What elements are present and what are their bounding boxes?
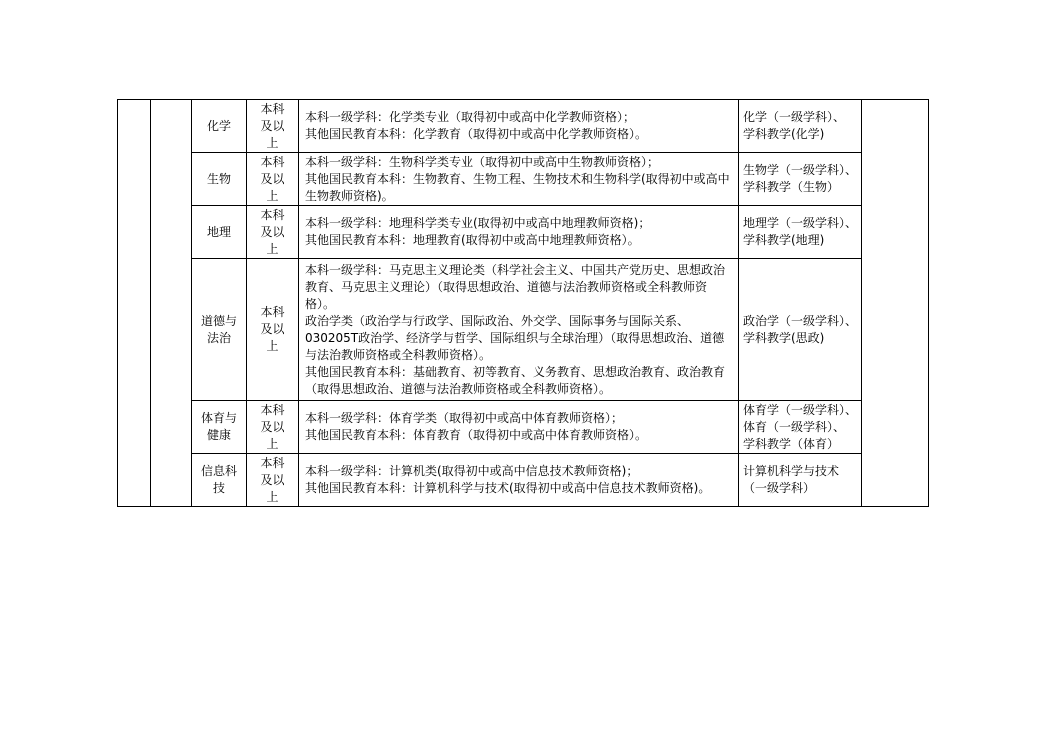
requirement-cell: 本科一级学科：化学类专业（取得初中或高中化学教师资格）； 其他国民教育本科：化学教育（取得初中或高中化学教师资格）。 (299, 100, 739, 153)
major-cell: 生物学（一级学科）、 学科教学（生物） (739, 153, 862, 206)
requirement-cell: 本科一级学科：计算机类(取得初中或高中信息技术教师资格)； 其他国民教育本科：计算机科学与技术(取得初中或高中信息技术教师资格)。 (299, 454, 739, 507)
major-cell: 地理学（一级学科）、 学科教学(地理) (739, 206, 862, 259)
table-row (118, 153, 929, 206)
subject-cell: 体育与 健康 (192, 401, 247, 454)
requirement-cell: 本科一级学科：生物科学类专业（取得初中或高中生物教师资格）； 其他国民教育本科：生物教育、生物工程、生物技术和生物科学(取得初中或高中生物教师资格)。 (299, 153, 739, 206)
table-row (118, 100, 929, 153)
degree-cell: 本科 及以 上 (247, 259, 299, 401)
subject-cell: 道德与 法治 (192, 259, 247, 401)
empty-cell-remarks (862, 100, 929, 507)
major-cell: 体育学（一级学科）、 体育（一级学科）、 学科教学（体育） (739, 401, 862, 454)
major-cell: 政治学（一级学科）、 学科教学(思政) (739, 259, 862, 401)
major-cell: 化学（一级学科）、 学科教学(化学) (739, 100, 862, 153)
table-row (118, 206, 929, 259)
degree-cell: 本科 及以 上 (247, 100, 299, 153)
degree-cell: 本科 及以 上 (247, 206, 299, 259)
degree-cell: 本科 及以 上 (247, 454, 299, 507)
table-row (118, 454, 929, 507)
degree-cell: 本科 及以 上 (247, 153, 299, 206)
subject-cell: 生物 (192, 153, 247, 206)
subject-cell: 化学 (192, 100, 247, 153)
degree-cell: 本科 及以 上 (247, 401, 299, 454)
requirements-table (117, 99, 929, 507)
table-row (118, 259, 929, 401)
requirement-cell: 本科一级学科：地理科学类专业(取得初中或高中地理教师资格)； 其他国民教育本科：地理教育(取得初中或高中地理教师资格）。 (299, 206, 739, 259)
table-row (118, 401, 929, 454)
requirement-cell: 本科一级学科：马克思主义理论类（科学社会主义、中国共产党历史、思想政治教育、马克思主义理论）（取得思想政治、道德与法治教师资格或全科教师资格）。 政治学类（政治学与行政学、国际政治、外交学、国际事务与国际关系、030205T政治学、经济学与哲学、国际组织与全球治理）（取得思想政治、道德与法治教师资格或全科教师资格）。 其他国民教育本科：基础教育、初等教育、义务教育、思想政治教育、政治教育（取得思想政治、道德与法治教师资格或全科教师资格）。 (299, 259, 739, 401)
empty-cell-category (118, 100, 151, 507)
table-container (117, 99, 929, 507)
subject-cell: 信息科 技 (192, 454, 247, 507)
empty-cell-level (151, 100, 192, 507)
requirement-cell: 本科一级学科：体育学类（取得初中或高中体育教师资格）； 其他国民教育本科：体育教育（取得初中或高中体育教师资格）。 (299, 401, 739, 454)
major-cell: 计算机科学与技术 （一级学科） (739, 454, 862, 507)
subject-cell: 地理 (192, 206, 247, 259)
